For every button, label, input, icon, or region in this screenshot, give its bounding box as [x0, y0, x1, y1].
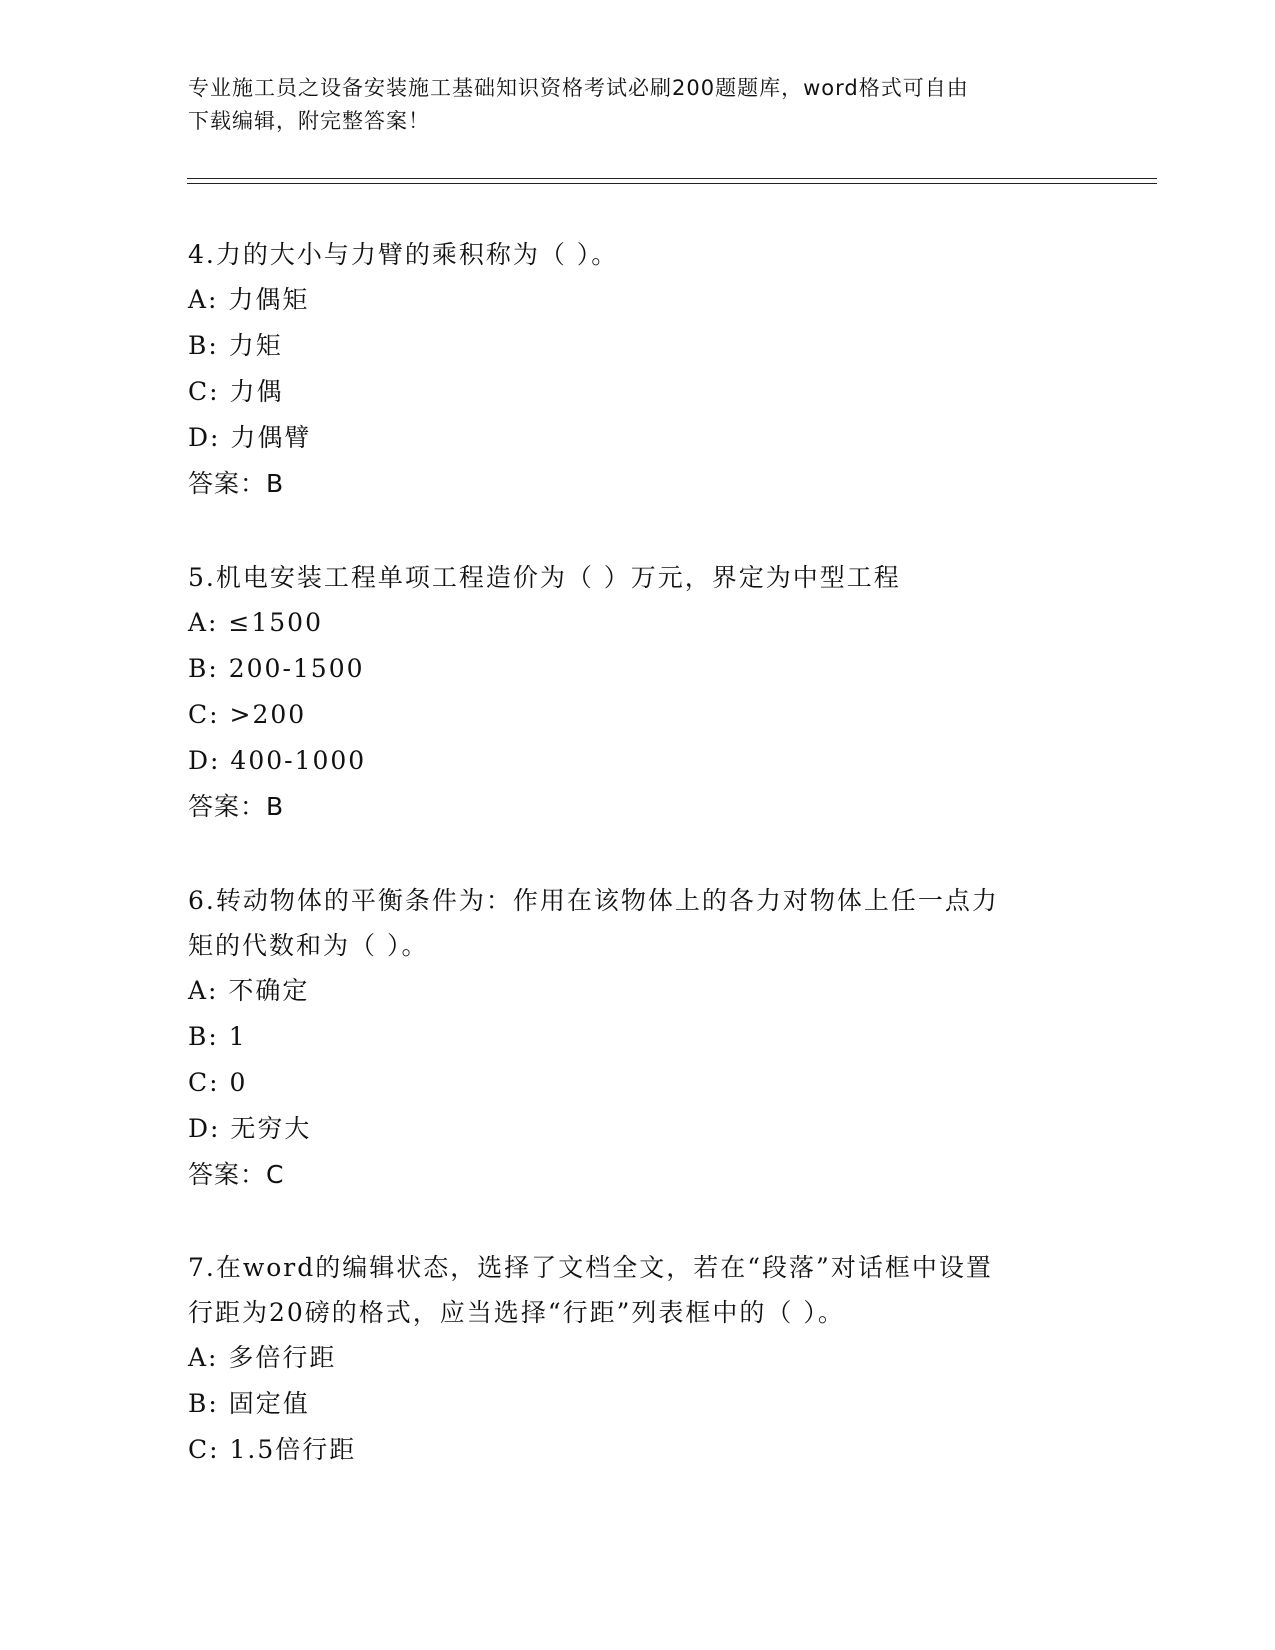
option-a: A: 不确定 [188, 976, 310, 1005]
option-b: B: 固定值 [188, 1389, 310, 1418]
option-c: C: 1.5倍行距 [188, 1435, 357, 1464]
option-b: B: 200-1500 [188, 654, 365, 683]
option-a: A: ≤1500 [188, 608, 323, 637]
option-c: C: 力偶 [188, 377, 284, 406]
option-c: C: >200 [188, 700, 307, 729]
question-stem: 4.力的大小与力臂的乘积称为（ ）。 [188, 240, 619, 269]
option-b: B: 1 [188, 1022, 247, 1051]
option-d: D: 力偶臂 [188, 423, 312, 452]
answer: 答案：B [188, 469, 285, 498]
header-title-line-1: 专业施工员之设备安装施工基础知识资格考试必刷200题题库，word格式可自由 [188, 76, 969, 100]
header-title-line-2: 下载编辑，附完整答案！ [188, 109, 430, 133]
question-stem-line-1: 7.在word的编辑状态，选择了文档全文，若在“段落”对话框中设置 [188, 1253, 993, 1282]
option-a: A: 多倍行距 [188, 1343, 337, 1372]
question-stem-line-1: 6.转动物体的平衡条件为：作用在该物体上的各力对物体上任一点力 [188, 886, 999, 915]
question-stem: 5.机电安装工程单项工程造价为（ ）万元，界定为中型工程 [188, 563, 901, 592]
answer: 答案：B [188, 792, 285, 821]
option-b: B: 力矩 [188, 331, 283, 360]
question-7 [188, 1245, 1088, 1473]
option-d: D: 400-1000 [188, 746, 367, 775]
question-4 [188, 232, 1088, 507]
option-c: C: 0 [188, 1068, 248, 1097]
option-d: D: 无穷大 [188, 1114, 312, 1143]
option-a: A: 力偶矩 [188, 285, 310, 314]
document-header [188, 72, 1088, 138]
question-stem-line-2: 行距为20磅的格式，应当选择“行距”列表框中的（ ）。 [188, 1298, 845, 1327]
header-divider-top [187, 178, 1157, 179]
header-divider-bottom [187, 183, 1157, 184]
question-6 [188, 878, 1088, 1198]
question-stem-line-2: 矩的代数和为（ ）。 [188, 931, 429, 960]
answer: 答案：C [188, 1160, 285, 1189]
question-5 [188, 555, 1088, 830]
